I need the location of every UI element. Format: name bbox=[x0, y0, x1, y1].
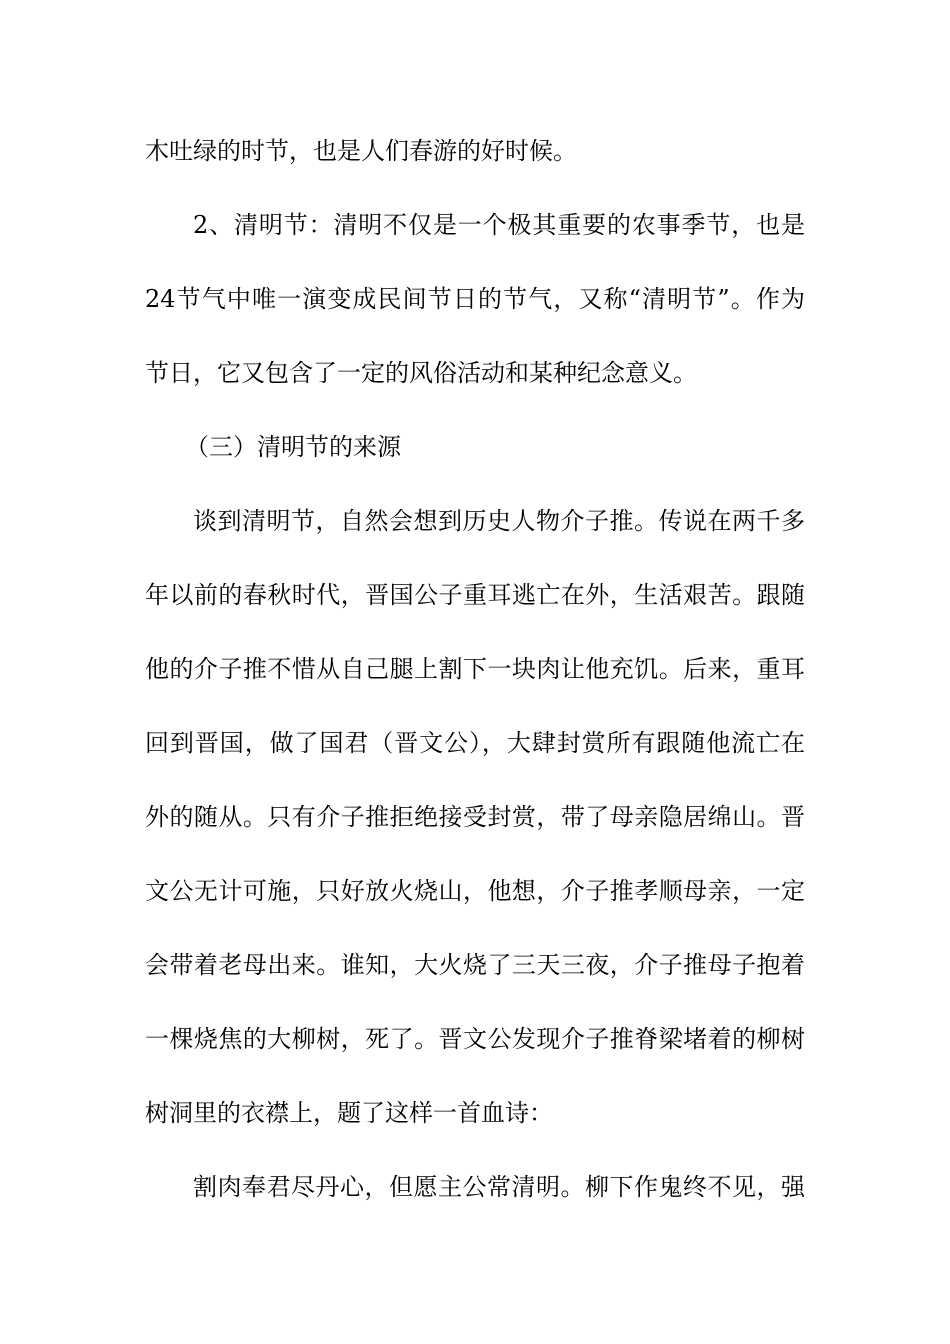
paragraph-line: 树洞里的衣襟上，题了这样一首血诗： bbox=[145, 1099, 553, 1127]
paragraph-line: 他的介子推不惜从自己腿上割下一块肉让他充饥。后来，重耳 bbox=[145, 655, 805, 683]
paragraph-line: 24节气中唯一演变成民间节日的节气，又称“清明节”。作为 bbox=[145, 285, 805, 313]
paragraph-line: 外的随从。只有介子推拒绝接受封赏，带了母亲隐居绵山。晋 bbox=[145, 803, 805, 831]
paragraph-line: 割肉奉君尽丹心，但愿主公常清明。柳下作鬼终不见，强 bbox=[193, 1173, 805, 1201]
paragraph-line: 谈到清明节，自然会想到历史人物介子推。传说在两千多 bbox=[193, 507, 805, 535]
paragraph-line: 一棵烧焦的大柳树，死了。晋文公发现介子推脊梁堵着的柳树 bbox=[145, 1025, 805, 1053]
paragraph-line: 回到晋国，做了国君（晋文公），大肆封赏所有跟随他流亡在 bbox=[145, 729, 805, 757]
paragraph-line: 会带着老母出来。谁知，大火烧了三天三夜，介子推母子抱着 bbox=[145, 951, 805, 979]
section-heading: （三）清明节的来源 bbox=[185, 433, 401, 461]
paragraph-line: 2、清明节：清明不仅是一个极其重要的农事季节，也是 bbox=[193, 211, 805, 239]
paragraph-line: 文公无计可施，只好放火烧山，他想，介子推孝顺母亲，一定 bbox=[145, 877, 805, 905]
paragraph-line: 节日，它又包含了一定的风俗活动和某种纪念意义。 bbox=[145, 359, 697, 387]
paragraph-line: 木吐绿的时节，也是人们春游的好时候。 bbox=[145, 137, 577, 165]
paragraph-line: 年以前的春秋时代，晋国公子重耳逃亡在外，生活艰苦。跟随 bbox=[145, 581, 805, 609]
